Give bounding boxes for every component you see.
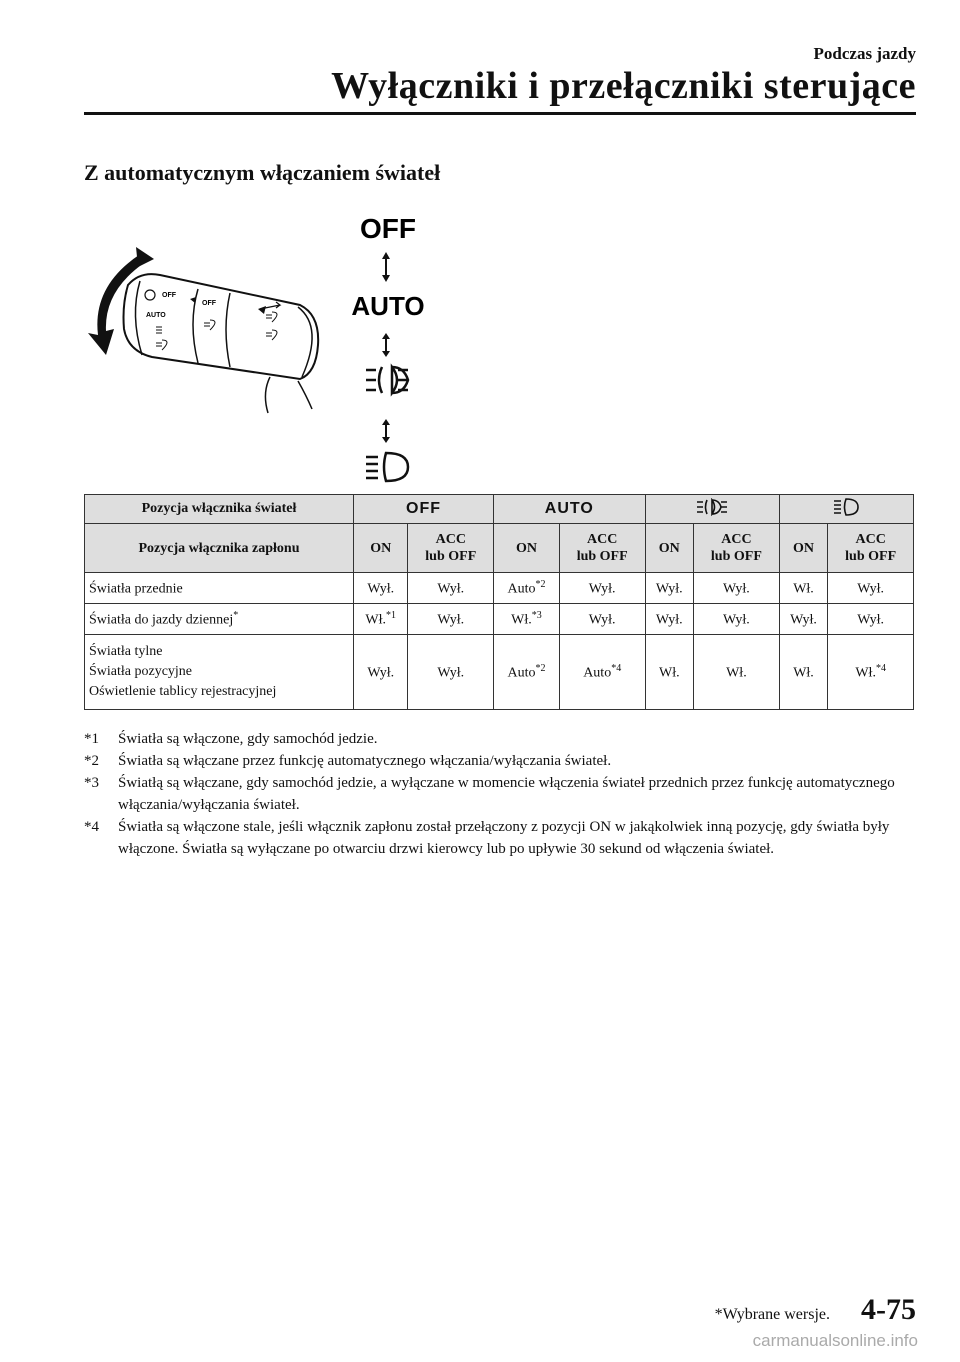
ignition-cell: ON — [354, 524, 408, 573]
footnote — [84, 728, 914, 750]
table-cell: Auto$^{*2}$ — [494, 635, 560, 710]
svg-text:AUTO: AUTO — [146, 312, 166, 319]
table-row — [85, 604, 914, 635]
header-divider — [84, 112, 916, 115]
col-auto: AUTO — [494, 495, 645, 524]
footnote-mark: *4 — [84, 819, 99, 835]
footnote — [84, 750, 914, 772]
page-title: Wyłączniki i przełączniki sterujące — [331, 65, 916, 107]
subheading: Z automatycznym włączaniem świateł — [84, 160, 441, 185]
table-cell: Wył. — [354, 573, 408, 604]
footnote — [84, 772, 914, 816]
table-cell: Wł. — [779, 635, 828, 710]
footnote-mark: *1 — [84, 731, 99, 747]
table-cell: Wył. — [828, 604, 914, 635]
svg-text:OFF: OFF — [162, 292, 176, 299]
stalk-body — [124, 274, 319, 379]
table-cell: Wył. — [408, 573, 494, 604]
footnotes — [84, 728, 914, 860]
ignition-cell: ACC lub OFF — [408, 524, 494, 573]
footnote-mark: *3 — [84, 775, 99, 791]
table-cell: Auto$^{*4}$ — [559, 635, 645, 710]
table-cell: Wł. — [645, 635, 694, 710]
footnote-text: Światłą są włączane, gdy samochód jedzie, a wyłączane w momencie włączenia świateł przednich przez funkcję automatycznego włączania/wyłączania świateł. — [118, 775, 895, 813]
col-off: OFF — [354, 495, 494, 524]
section-name: Podczas jazdy — [813, 44, 916, 63]
table-cell: Auto$^{*2}$ — [494, 573, 560, 604]
table-cell: Wł. — [779, 573, 828, 604]
watermark: carmanualsonline.info — [752, 1331, 918, 1350]
legend-auto: AUTO — [351, 291, 425, 321]
table-row — [85, 635, 914, 710]
row-label: Światła przednie — [85, 573, 354, 604]
table-cell: Wył. — [408, 604, 494, 635]
col-headlights-icon — [779, 495, 913, 524]
double-arrow-icon — [382, 252, 390, 282]
table-cell: Wył. — [779, 604, 828, 635]
row-header-ignition: Pozycja włącznika zapłonu — [85, 524, 354, 573]
table-cell: Wył. — [694, 604, 780, 635]
double-arrow-icon — [382, 333, 390, 357]
table-cell: Wył. — [694, 573, 780, 604]
headlights-icon — [832, 498, 860, 516]
footnote-mark: *2 — [84, 753, 99, 769]
footnote-text: Światła są włączone stale, jeśli włącznik zapłonu został przełączony z pozycji ON w jakąkolwiek inną pozycję, gdy światła były włączone. Światła są wyłączane po otwarciu drzwi kierowcy lub po upływie 30 sekund od włączenia świateł. — [118, 819, 890, 857]
footnote-text: Światła są włączane przez funkcję automatycznego włączania/wyłączania świateł. — [118, 753, 612, 769]
table-cell: Wł.$^{*1}$ — [354, 604, 408, 635]
headlights-icon — [366, 453, 408, 481]
footnote — [84, 816, 914, 860]
parking-lights-icon — [695, 498, 729, 516]
table-cell: Wył. — [354, 635, 408, 710]
table-cell: Wył. — [645, 573, 694, 604]
footnote-text: Światła są włączone, gdy samochód jedzie. — [118, 731, 378, 747]
table-cell: Wł.$^{*4}$ — [828, 635, 914, 710]
table-row — [85, 573, 914, 604]
ignition-cell: ON — [779, 524, 828, 573]
ignition-cell: ACC lub OFF — [694, 524, 780, 573]
light-switch-illustration — [80, 205, 440, 490]
row-label: Światła do jazdy dziennej* — [85, 604, 354, 635]
table-cell: Wł. — [694, 635, 780, 710]
legend-off: OFF — [360, 213, 416, 244]
lights-table — [84, 494, 914, 710]
parking-lights-icon — [366, 367, 408, 393]
ignition-cell: ON — [494, 524, 560, 573]
page-number: 4-75 — [861, 1293, 916, 1326]
optional-equipment-note: *Wybrane wersje. — [714, 1306, 830, 1323]
row-label: Światła tylne Światła pozycyjne Oświetlenie tablicy rejestracyjnej — [85, 635, 354, 710]
table-cell: Wył. — [559, 573, 645, 604]
ignition-cell: ACC lub OFF — [828, 524, 914, 573]
table-cell: Wł.$^{*3}$ — [494, 604, 560, 635]
ignition-cell: ACC lub OFF — [559, 524, 645, 573]
table-cell: Wył. — [408, 635, 494, 710]
table-cell: Wył. — [828, 573, 914, 604]
rotation-arrow-head-icon — [136, 247, 154, 267]
col-parking-icon — [645, 495, 779, 524]
ignition-cell: ON — [645, 524, 694, 573]
double-arrow-icon — [382, 419, 390, 443]
table-cell: Wył. — [559, 604, 645, 635]
table-cell: Wył. — [645, 604, 694, 635]
row-header-light-switch: Pozycja włącznika świateł — [85, 495, 354, 524]
svg-text:OFF: OFF — [202, 300, 216, 307]
